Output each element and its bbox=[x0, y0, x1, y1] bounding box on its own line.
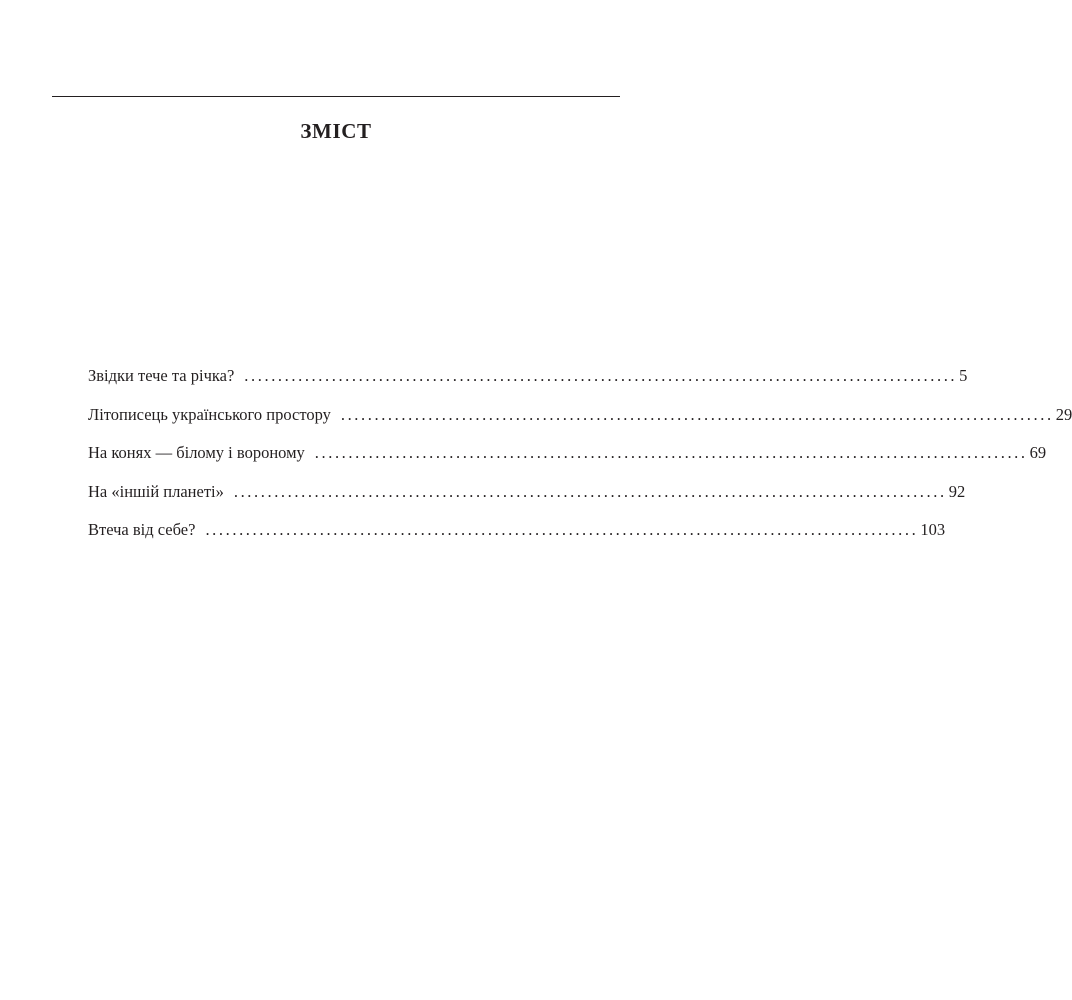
toc-entry-title: На «іншій планеті» bbox=[88, 481, 224, 501]
dot-leader: .......................................................................................................... bbox=[205, 520, 919, 539]
dot-leader: .......................................................................................................... bbox=[340, 404, 1054, 424]
page-title: ЗМІСТ bbox=[300, 119, 372, 143]
table-of-contents bbox=[88, 364, 1072, 557]
toc-entry bbox=[88, 480, 966, 519]
toc-entry-page-number: 5 bbox=[959, 366, 968, 385]
toc-entry bbox=[88, 403, 1072, 442]
toc-entry-title: На конях — білому і вороному bbox=[88, 443, 305, 462]
toc-entry bbox=[88, 518, 946, 557]
toc-entry bbox=[88, 364, 968, 403]
toc-entry-title: Звідки тече та річка? bbox=[88, 366, 235, 385]
toc-entry-title: Втеча від себе? bbox=[88, 520, 196, 539]
toc-entry-page-number: 103 bbox=[920, 520, 946, 539]
dot-leader: .......................................................................................................... bbox=[244, 366, 958, 385]
toc-entry-page-number: 69 bbox=[1029, 443, 1047, 462]
toc-entry bbox=[88, 441, 1047, 480]
toc-entry-page-number: 92 bbox=[948, 481, 966, 501]
dot-leader: .......................................................................................................... bbox=[314, 443, 1028, 462]
toc-entry-title: Літописець українського простору bbox=[88, 404, 331, 424]
top-rule bbox=[52, 96, 620, 97]
toc-entry-page-number: 29 bbox=[1055, 404, 1072, 424]
dot-leader: .......................................................................................................... bbox=[233, 481, 947, 501]
